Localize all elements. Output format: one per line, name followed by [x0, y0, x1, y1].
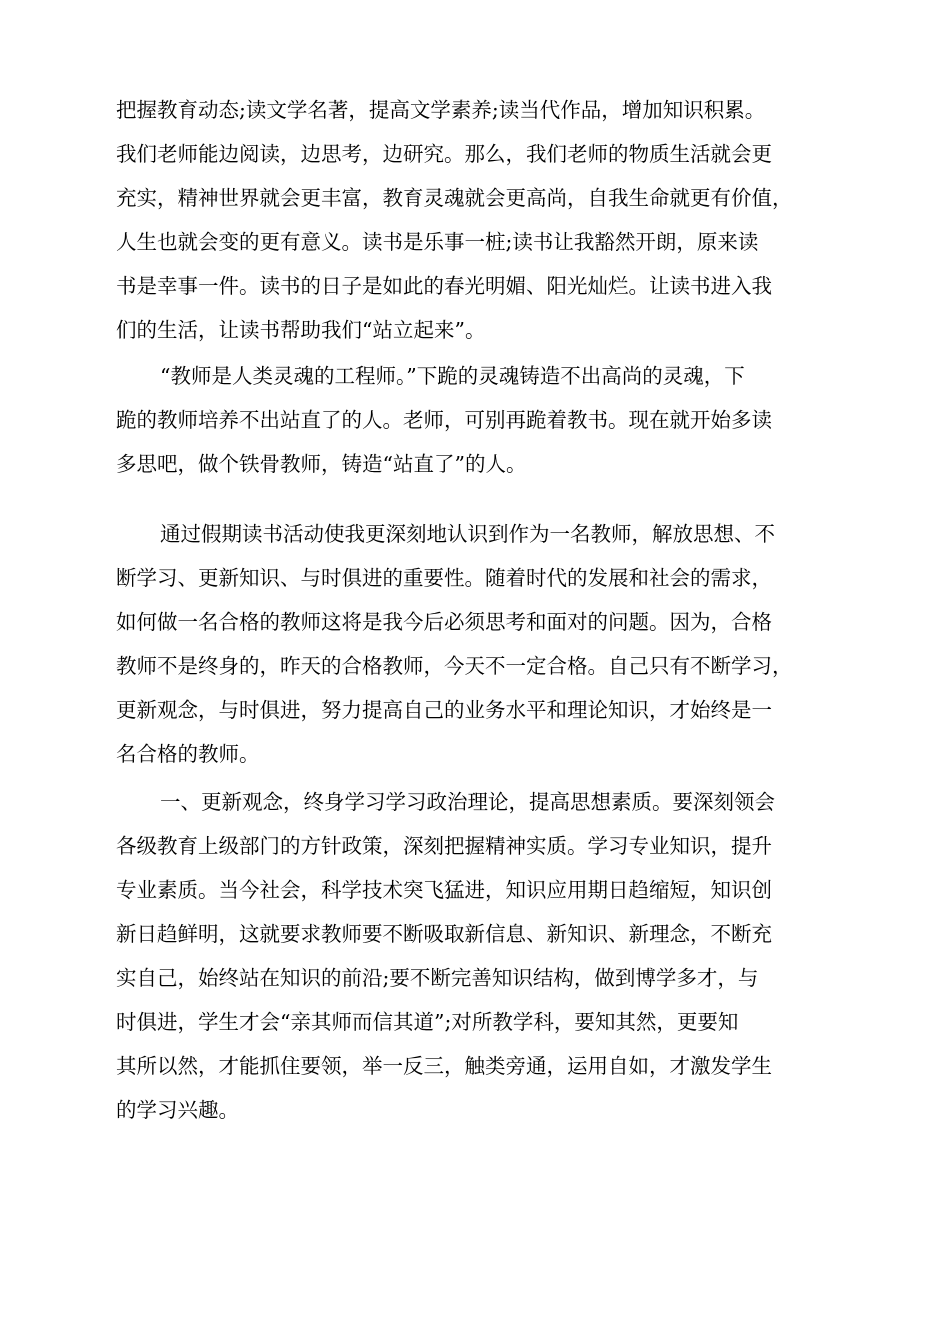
- text-line: 把握教育动态;读文学名著，提高文学素养;读当代作品，增加知识积累。: [116, 98, 766, 122]
- text-line: 的学习兴趣。: [116, 1098, 239, 1122]
- text-line: 更新观念，与时俱进，努力提高自己的业务水平和理论知识，才始终是一: [116, 698, 772, 722]
- text-line: 教师不是终身的，昨天的合格教师，今天不一定合格。自己只有不断学习，: [116, 654, 793, 678]
- text-line: 其所以然，才能抓住要领，举一反三，触类旁通，运用自如，才激发学生: [116, 1054, 772, 1078]
- text-line: 断学习、更新知识、与时俱进的重要性。随着时代的发展和社会的需求，: [116, 566, 772, 590]
- text-line: 人生也就会变的更有意义。读书是乐事一桩;读书让我豁然开朗，原来读: [116, 230, 759, 254]
- text-line: 多思吧，做个铁骨教师，铸造“站直了”的人。: [116, 452, 527, 476]
- text-line: 通过假期读书活动使我更深刻地认识到作为一名教师，解放思想、不: [160, 522, 775, 546]
- text-line: “教师是人类灵魂的工程师。”下跪的灵魂铸造不出高尚的灵魂，下: [160, 364, 745, 388]
- text-line: 时俱进，学生才会“亲其师而信其道”;对所教学科，要知其然，更要知: [116, 1010, 739, 1034]
- text-line: 各级教育上级部门的方针政策，深刻把握精神实质。学习专业知识，提升: [116, 834, 772, 858]
- text-line: 们的生活，让读书帮助我们“站立起来”。: [116, 318, 486, 342]
- text-line: 书是幸事一件。读书的日子是如此的春光明媚、阳光灿烂。让读书进入我: [116, 274, 772, 298]
- text-line: 一、更新观念，终身学习学习政治理论，提高思想素质。要深刻领会: [160, 790, 775, 814]
- text-line: 专业素质。当今社会，科学技术突飞猛进，知识应用期日趋缩短，知识创: [116, 878, 772, 902]
- text-line: 新日趋鲜明，这就要求教师要不断吸取新信息、新知识、新理念，不断充: [116, 922, 772, 946]
- text-line: 如何做一名合格的教师这将是我今后必须思考和面对的问题。因为，合格: [116, 610, 772, 634]
- text-line: 实自己，始终站在知识的前沿;要不断完善知识结构，做到博学多才，与: [116, 966, 759, 990]
- text-line: 跪的教师培养不出站直了的人。老师，可别再跪着教书。现在就开始多读: [116, 408, 772, 432]
- text-line: 充实，精神世界就会更丰富，教育灵魂就会更高尚，自我生命就更有价值，: [116, 186, 793, 210]
- text-line: 我们老师能边阅读，边思考，边研究。那么，我们老师的物质生活就会更: [116, 142, 772, 166]
- text-line: 名合格的教师。: [116, 742, 260, 766]
